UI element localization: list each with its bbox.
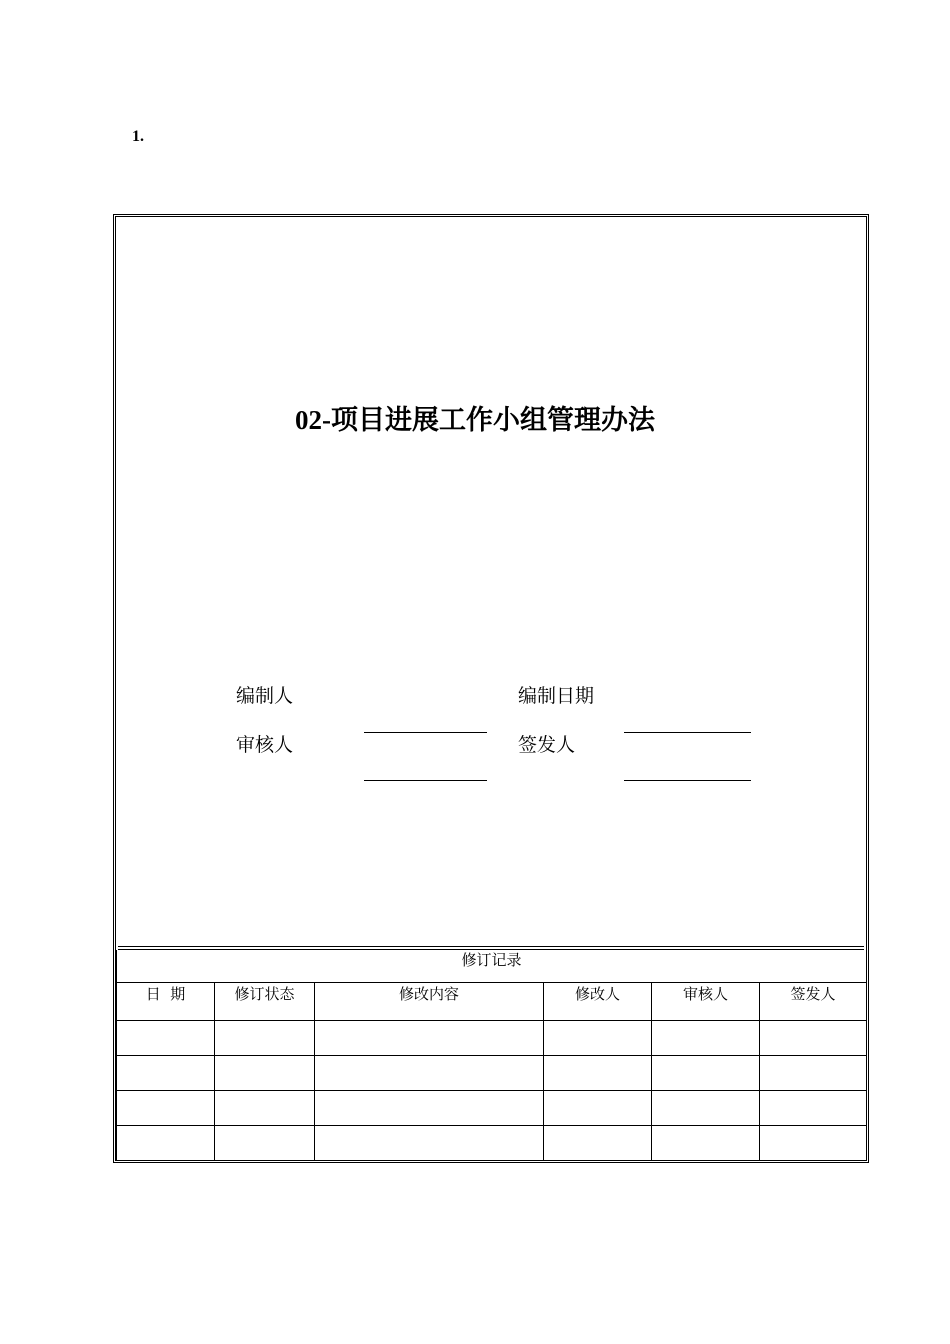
table-cell [315,1056,544,1091]
table-row [117,1021,867,1056]
compiler-label: 编制人 [236,685,294,707]
table-cell [215,1091,315,1126]
issuer-label: 签发人 [518,734,576,756]
table-cell [760,1056,867,1091]
reviewer-label: 审核人 [236,734,294,756]
table-cell [315,1091,544,1126]
revision-caption: 修订记录 [117,950,867,983]
table-cell [215,1126,315,1161]
compiler-line [364,732,487,733]
heading-number: 1. [132,128,144,145]
table-cell [117,1056,215,1091]
col-modifier: 修改人 [544,983,652,1021]
table-cell [215,1056,315,1091]
table-cell [544,1021,652,1056]
reviewer-line [364,780,487,781]
table-cell [760,1091,867,1126]
table-cell [652,1056,760,1091]
col-date: 日 期 [117,983,215,1021]
col-change-content: 修改内容 [315,983,544,1021]
table-cell [544,1126,652,1161]
compile-date-label: 编制日期 [518,685,595,707]
table-cell [544,1091,652,1126]
col-reviewer: 审核人 [652,983,760,1021]
table-cell [652,1091,760,1126]
table-cell [652,1021,760,1056]
compile-date-line [624,732,751,733]
col-revision-status: 修订状态 [215,983,315,1021]
table-cell [315,1021,544,1056]
revision-table [116,950,867,1161]
table-cell [544,1056,652,1091]
table-row [117,1056,867,1091]
table-cell [117,1091,215,1126]
table-cell [215,1021,315,1056]
table-cell [117,1021,215,1056]
col-issuer: 签发人 [760,983,867,1021]
issuer-line [624,780,751,781]
table-row [117,1091,867,1126]
table-cell [760,1126,867,1161]
table-cell [315,1126,544,1161]
table-cell [652,1126,760,1161]
table-cell [117,1126,215,1161]
table-row [117,1126,867,1161]
document-title: 02-项目进展工作小组管理办法 [295,405,655,435]
table-cell [760,1021,867,1056]
